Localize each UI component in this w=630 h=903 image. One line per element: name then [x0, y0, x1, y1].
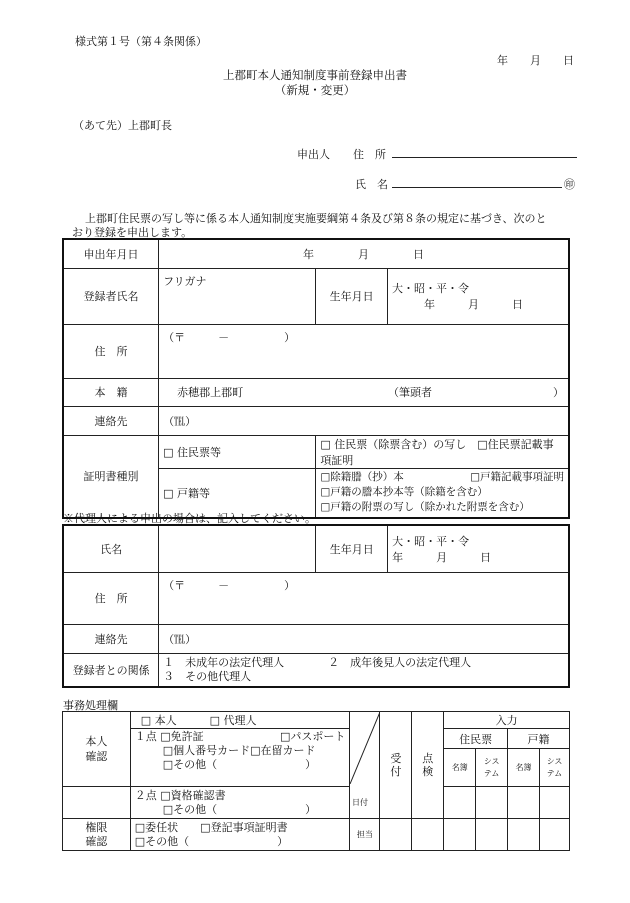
addressee: （あて先）上郡町長 [73, 119, 172, 132]
agent-name-label: 氏名 [63, 525, 159, 572]
relation-label: 登録者との関係 [63, 653, 159, 687]
agent-contact-field[interactable] [159, 624, 569, 653]
intro-text-2: おり登録を申出します。 [72, 226, 193, 239]
cert-koseki-option[interactable]: □ 戸籍等 [159, 468, 316, 518]
juminhyo-col-label: 住民票 [444, 729, 508, 749]
office-section-label: 事務処理欄 [63, 699, 118, 712]
registrant-name-label: 登録者氏名 [63, 268, 159, 324]
tenken-tanto-cell[interactable] [412, 819, 444, 851]
birth-label: 生年月日 [316, 268, 388, 324]
koseki-opt-2[interactable]: □戸籍記載事項証明 [470, 471, 564, 483]
two-point-label: ２点 [134, 788, 157, 802]
koseki-meibo: 名簿 [508, 749, 540, 787]
koseki-opt-3[interactable]: □戸籍の謄本抄本等（除籍を含む） [320, 486, 488, 498]
juminhyo-meibo-cell[interactable] [444, 787, 476, 819]
agent-contact-label: 連絡先 [63, 624, 159, 653]
cert-juminhyo-detail[interactable]: □ 住民票（除票含む）の写し □住民票記載事項証明 [316, 435, 569, 468]
era-options: 大・昭・平・令 [392, 282, 470, 295]
contact-field[interactable] [159, 406, 569, 435]
honnin-confirm-lower [63, 787, 131, 819]
applicant-address-line[interactable] [392, 145, 577, 158]
agent-note: ※代理人による申出の場合は、記入してください。 [63, 512, 316, 525]
registration-table [62, 238, 570, 519]
opt-ininjo[interactable]: □委任状 [134, 820, 179, 834]
honnin-dairi-options[interactable]: □ 本人 □ 代理人 [130, 712, 350, 729]
cert-juminhyo-option[interactable]: □ 住民票等 [159, 435, 316, 468]
relation-field[interactable] [159, 653, 569, 687]
form-date-line: 年 月 日 [497, 54, 574, 67]
agent-era-options: 大・昭・平・令 [392, 534, 470, 548]
tanto-cell-1[interactable] [444, 819, 476, 851]
uketsuke-label: 受 付 [380, 712, 412, 819]
form-title: 上郡町本人通知制度事前登録申出書 [223, 68, 407, 82]
relation-opt-3[interactable]: ３ その他代理人 [163, 669, 252, 683]
applicant-label: 申出人 [297, 148, 330, 161]
honnin-confirm-label: 本人 確認 [63, 712, 131, 787]
tanto-label: 担当 [350, 819, 380, 851]
two-point-options[interactable] [130, 787, 350, 819]
koseki-meibo-cell[interactable] [508, 787, 540, 819]
koseki-opt-1[interactable]: □除籍謄（抄）本 [320, 471, 404, 483]
juminhyo-system-cell[interactable] [476, 787, 508, 819]
uketsuke-tanto-cell[interactable] [380, 819, 412, 851]
nyuryoku-label: 入力 [444, 712, 570, 729]
relation-opt-1-2[interactable]: １ 未成年の法定代理人 ２ 成年後見人の法定代理人 [163, 655, 472, 669]
registrant-name-field[interactable] [159, 268, 316, 324]
applicant-name-line[interactable] [392, 175, 562, 188]
one-point-label: １点 [134, 730, 157, 743]
tanto-cell-4[interactable] [540, 819, 570, 851]
agent-tel-label: （℡） [163, 632, 197, 646]
koseki-opt-4[interactable]: □戸籍の附票の写し（除かれた附票を含む） [320, 501, 530, 513]
honseki-field[interactable] [159, 378, 569, 406]
koseki-col-label: 戸籍 [508, 729, 570, 749]
kengen-options[interactable] [130, 819, 350, 851]
date-label: 申出年月日 [63, 239, 159, 268]
birth-value: 年 月 日 [424, 298, 524, 311]
tanto-cell-3[interactable] [508, 819, 540, 851]
seal-mark: ㊞ [564, 178, 575, 191]
opt-mynumber[interactable]: □個人番号カード□在留カード [162, 744, 316, 757]
one-point-options[interactable] [130, 729, 350, 787]
address-label: 住 所 [63, 324, 159, 378]
tel-label: （℡） [163, 414, 197, 428]
applicant-address-label: 住 所 [353, 148, 386, 161]
form-subtitle: （新規・変更） [274, 83, 356, 97]
opt-shikaku[interactable]: □資格確認書 [160, 788, 226, 802]
opt-toki[interactable]: □登記事項証明書 [200, 820, 288, 834]
honseki-value: 赤穂郡上郡町 [177, 386, 244, 399]
agent-birth-label: 生年月日 [316, 525, 388, 572]
diagonal-line [350, 712, 380, 784]
koseki-system: シス テム [540, 749, 570, 787]
opt-other-2[interactable]: □その他（ ） [162, 802, 317, 816]
opt-other-1[interactable]: □その他（ ） [162, 758, 317, 771]
furigana-label: フリガナ [163, 274, 207, 288]
kengen-confirm-label: 権限 確認 [63, 819, 131, 851]
birth-field[interactable] [388, 268, 569, 324]
juminhyo-system: シス テム [476, 749, 508, 787]
agent-postal-code: （〒 － ） [163, 578, 296, 592]
honseki-label: 本 籍 [63, 378, 159, 406]
agent-address-label: 住 所 [63, 572, 159, 624]
agent-birth-field[interactable] [388, 525, 569, 572]
hizuke-label: 日付 [352, 798, 368, 807]
form-number: 様式第１号（第４条関係） [75, 35, 207, 48]
date-field[interactable]: 年 月 日 [159, 239, 569, 268]
tenken-label: 点 検 [412, 712, 444, 819]
postal-code: （〒 － ） [163, 330, 296, 344]
juminhyo-meibo: 名簿 [444, 749, 476, 787]
agent-address-field[interactable] [159, 572, 569, 624]
applicant-name-label: 氏 名 [355, 178, 388, 191]
opt-license[interactable]: □免許証 [160, 730, 204, 743]
agent-name-field[interactable] [159, 525, 316, 572]
office-table [62, 711, 570, 851]
hittousha: （筆頭者 ） [388, 386, 564, 399]
address-field[interactable] [159, 324, 569, 378]
cert-koseki-detail[interactable] [316, 468, 569, 518]
koseki-system-cell[interactable] [540, 787, 570, 819]
agent-table [62, 524, 570, 688]
agent-birth-value: 年 月 日 [392, 550, 492, 564]
opt-passport[interactable]: □パスポート [280, 730, 346, 743]
opt-other-3[interactable]: □その他（ ） [134, 834, 289, 848]
intro-text-1: 上郡町住民票の写し等に係る本人通知制度実施要綱第４条及び第８条の規定に基づき、次のと [85, 212, 547, 225]
cert-type-label: 証明書種別 [63, 435, 159, 518]
tanto-cell-2[interactable] [476, 819, 508, 851]
contact-label: 連絡先 [63, 406, 159, 435]
